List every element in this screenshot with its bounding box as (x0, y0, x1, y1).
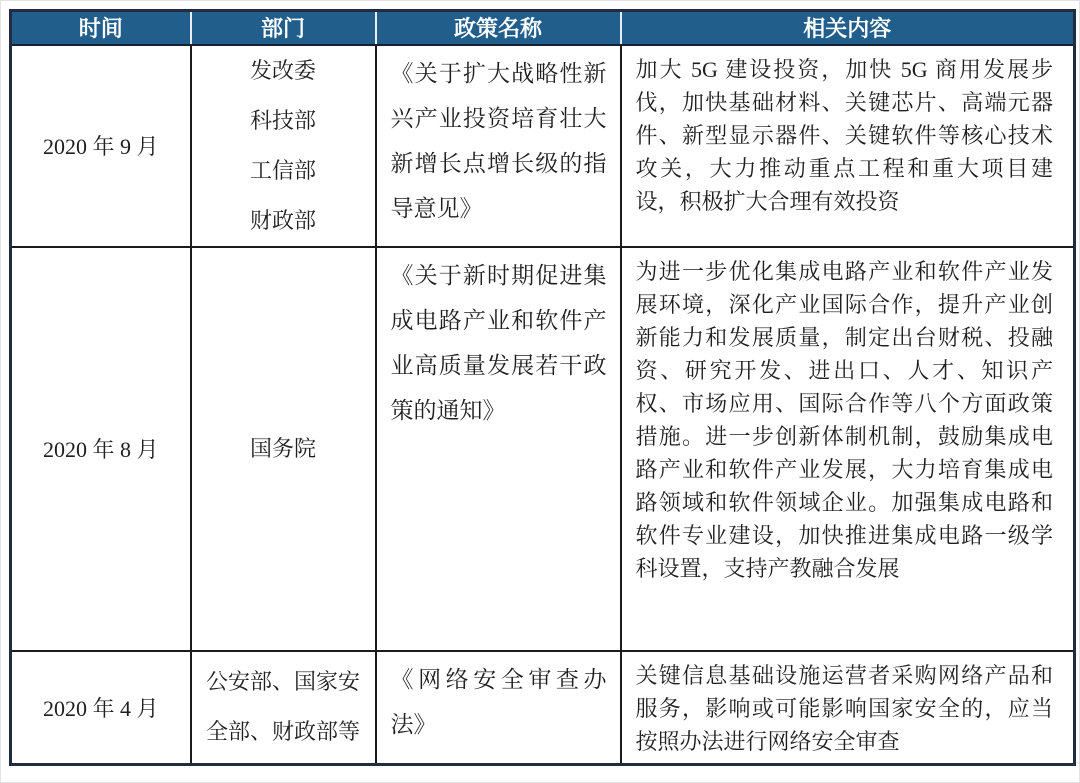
column-header-time: 时间 (11, 11, 191, 45)
table-row (11, 45, 1075, 247)
cell-department (191, 247, 376, 651)
department-line: 工信部 (249, 157, 316, 183)
cell-department (191, 651, 376, 765)
department-line: 财政部 (249, 207, 316, 233)
column-header-department: 部门 (191, 11, 376, 45)
department-line: 国务院 (249, 435, 316, 461)
column-header-policy: 政策名称 (376, 11, 621, 45)
cell-policy-name: 《网络安全审查办法》 (376, 651, 621, 765)
cell-related-content: 加大 5G 建设投资，加快 5G 商用发展步伐，加快基础材料、关键芯片、高端元器件、新型显示器件、关键软件等核心技术攻关，大力推动重点工程和重大项目建设，积极扩大合理有效投资 (621, 45, 1075, 247)
cell-policy-name: 《关于新时期促进集成电路产业和软件产业高质量发展若干政策的通知》 (376, 247, 621, 651)
cell-time: 2020 年 4 月 (11, 651, 191, 765)
cell-related-content: 为进一步优化集成电路产业和软件产业发展环境，深化产业国际合作，提升产业创新能力和发展质量，制定出台财税、投融资、研究开发、进出口、人才、知识产权、市场应用、国际合作等八个方面政策措施。进一步创新体制机制，鼓励集成电路产业和软件产业发展，大力培育集成电路领域和软件领域企业。加强集成电路和软件专业建设，加快推进集成电路一级学科设置，支持产教融合发展 (621, 247, 1075, 651)
header-row (11, 11, 1075, 45)
department-line: 公安部、国家安全部、财政部等 (205, 669, 360, 745)
cell-policy-name: 《关于扩大战略性新兴产业投资培育壮大新增长点增长级的指导意见》 (376, 45, 621, 247)
table-row (11, 247, 1075, 651)
cell-time: 2020 年 8 月 (11, 247, 191, 651)
department-line: 发改委 (249, 57, 316, 83)
column-header-content: 相关内容 (621, 11, 1075, 45)
department-line: 科技部 (249, 107, 316, 133)
policy-table (9, 9, 1076, 766)
cell-department (191, 45, 376, 247)
table-row (11, 651, 1075, 765)
cell-related-content: 关键信息基础设施运营者采购网络产品和服务，影响或可能影响国家安全的，应当按照办法进行网络安全审查 (621, 651, 1075, 765)
cell-time: 2020 年 9 月 (11, 45, 191, 247)
